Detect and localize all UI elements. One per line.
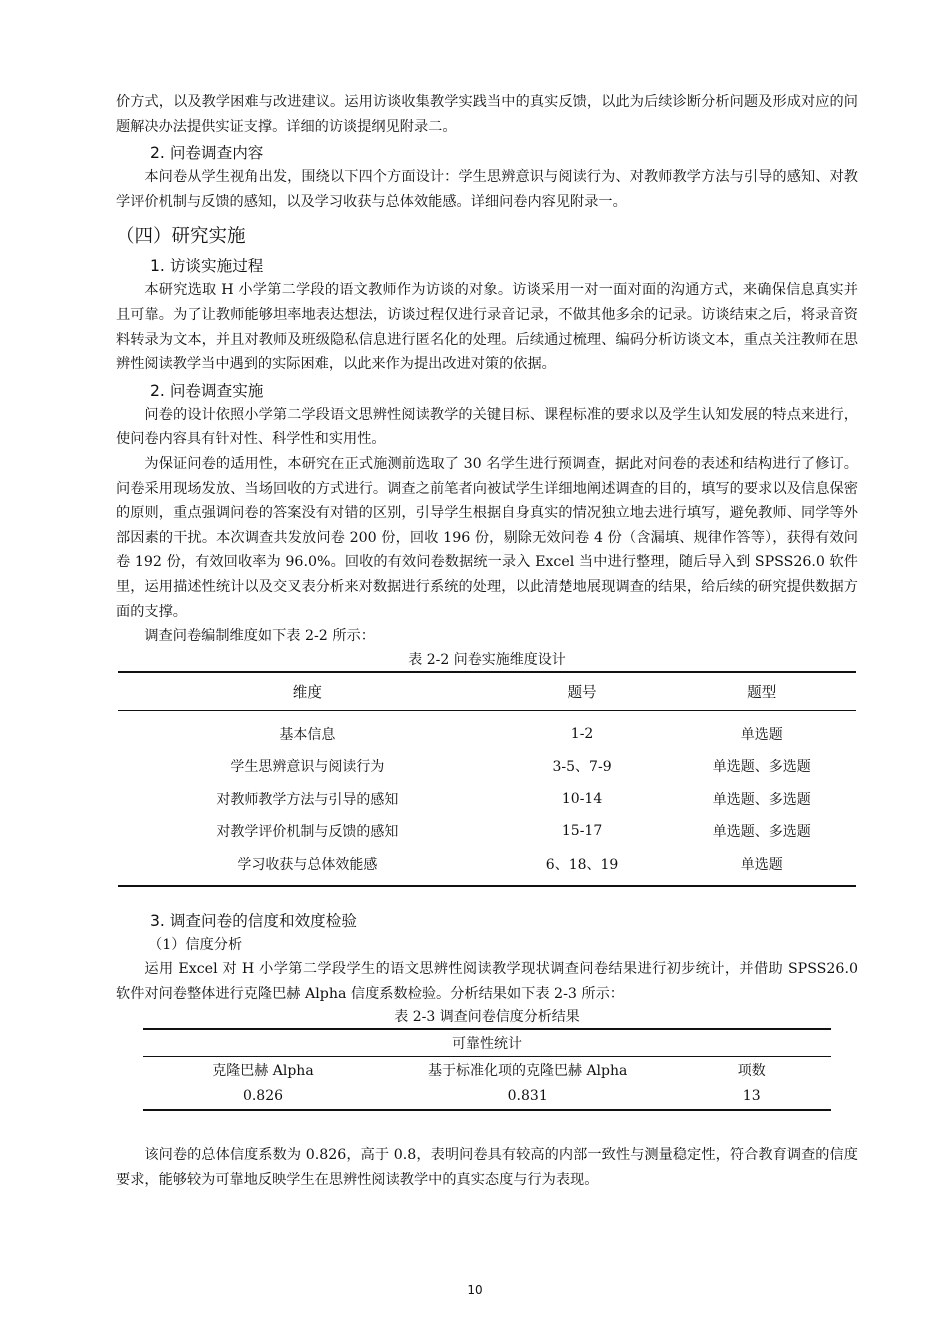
table-row xyxy=(118,750,856,783)
table-2-2-header: 维度 xyxy=(118,672,497,711)
table-row xyxy=(118,848,856,887)
table-2-3 xyxy=(143,1028,831,1111)
table-cell: 单选题 xyxy=(667,848,856,887)
table-cell: 6、18、19 xyxy=(497,848,668,887)
table-2-2-header: 题号 xyxy=(497,672,668,711)
heading-survey-implementation: 2. 问卷调查实施 xyxy=(150,381,264,400)
table-2-3-title: 可靠性统计 xyxy=(143,1029,831,1057)
table-cell: 单选题、多选题 xyxy=(712,759,811,776)
table-cell: 0.831 xyxy=(383,1083,672,1110)
heading-interview-process: 1. 访谈实施过程 xyxy=(150,257,264,276)
table-2-3-header-row xyxy=(143,1057,831,1084)
table-2-2-header: 题型 xyxy=(667,672,856,711)
table-cell: 对教学评价机制与反馈的感知 xyxy=(216,824,399,841)
table-cell: 1-2 xyxy=(570,725,594,742)
table-2-3-caption: 表 2-3 调查问卷信度分析结果 xyxy=(394,1009,580,1026)
table-2-3-header: 项数 xyxy=(737,1063,766,1080)
table-row xyxy=(118,783,856,816)
table-cell: 基本信息 xyxy=(279,726,336,743)
heading-questionnaire-content: 2. 问卷调查内容 xyxy=(150,144,264,163)
heading-reliability: （1）信度分析 xyxy=(148,937,243,954)
table-row xyxy=(118,710,856,750)
table-cell: 13 xyxy=(672,1083,831,1110)
table-cell: 0.826 xyxy=(143,1083,383,1110)
table-2-2-caption: 表 2-2 问卷实施维度设计 xyxy=(408,651,566,668)
table-cell: 学习收获与总体效能感 xyxy=(118,848,497,887)
paragraph-top: 价方式，以及教学困难与改进建议。运用访谈收集教学实践当中的真实反馈，以此为后续诊断分析问题及形成对应的问题解决办法提供实证支撑。详细的访谈提纲见附录二。 xyxy=(116,94,858,135)
paragraph-questionnaire-content: 本问卷从学生视角出发，围绕以下四个方面设计：学生思辨意识与阅读行为、对教师教学方法与引导的感知、对教学评价机制与反馈的感知，以及学习收获与总体效能感。详细问卷内容见附录一。 xyxy=(116,169,858,210)
table-cell: 单选题 xyxy=(740,726,783,743)
page-content xyxy=(116,90,858,1193)
heading-implementation: （四）研究实施 xyxy=(116,226,246,248)
table-2-2 xyxy=(118,671,856,888)
table-cell: 对教师教学方法与引导的感知 xyxy=(216,791,399,808)
table-2-3-header: 克隆巴赫 Alpha xyxy=(212,1063,314,1080)
table-cell: 单选题、多选题 xyxy=(712,791,811,808)
table-2-2-header-row xyxy=(118,672,856,711)
table-cell: 15-17 xyxy=(561,823,603,840)
table-cell: 单选题、多选题 xyxy=(712,824,811,841)
table-cell: 10-14 xyxy=(561,790,603,807)
table-row xyxy=(118,815,856,848)
paragraph-survey-2: 为保证问卷的适用性，本研究在正式施测前选取了 30 名学生进行预调查，据此对问卷的表述和结构进行了修订。问卷采用现场发放、当场回收的方式进行。调查之前笔者向被试学生详细地阐述调查的目的，填写的要求以及信息保密的原则，重点强调问卷的答案没有对错的区别，引导学生根据自身真实的情况独立地去进行填写，避免教师、同学等外部因素的干扰。本次调查共发放问卷 200 份，回收 196 份，剔除无效问卷 4 份（含漏填、规律作答等），获得有效问卷 192 份，有效回收率为 96.0%。回收的有效问卷数据统一录入 Excel 当中进行整理，随后导入到 SPSS26.0 软件里，运用描述性统计以及交叉表分析来对数据进行系统的处理，以此清楚地展现调查的结果，给后续的研究提供数据方面的支撑。 xyxy=(116,455,858,620)
table-2-3-header: 基于标准化项的克隆巴赫 Alpha xyxy=(428,1063,628,1080)
table-cell: 3-5、7-9 xyxy=(552,759,612,776)
page-number: 10 xyxy=(467,1283,483,1297)
table-row xyxy=(143,1083,831,1110)
table-2-3-title-row xyxy=(143,1029,831,1057)
paragraph-reliability: 运用 Excel 对 H 小学第二学段学生的语文思辨性阅读教学现状调查问卷结果进行初步统计，并借助 SPSS26.0 软件对问卷整体进行克隆巴赫 Alpha 信度系数检验。分析结果如下表 2-3 所示： xyxy=(116,961,858,1002)
table-cell: 学生思辨意识与阅读行为 xyxy=(230,759,385,776)
paragraph-conclusion: 该问卷的总体信度系数为 0.826，高于 0.8，表明问卷具有较高的内部一致性与测量稳定性，符合教育调查的信度要求，能够较为可靠地反映学生在思辨性阅读教学中的真实态度与行为表现。 xyxy=(116,1147,858,1188)
paragraph-survey-3: 调查问卷编制维度如下表 2-2 所示： xyxy=(144,628,375,645)
heading-reliability-validity: 3. 调查问卷的信度和效度检验 xyxy=(150,912,357,931)
paragraph-survey-1: 问卷的设计依照小学第二学段语文思辨性阅读教学的关键目标、课程标准的要求以及学生认知发展的特点来进行，使问卷内容具有针对性、科学性和实用性。 xyxy=(116,406,858,448)
paragraph-interview: 本研究选取 H 小学第二学段的语文教师作为访谈的对象。访谈采用一对一面对面的沟通方式，来确保信息真实并且可靠。为了让教师能够坦率地表达想法，访谈过程仅进行录音记录，不做其他多余的记录。访谈结束之后，将录音资料转录为文本，并且对教师及班级隐私信息进行匿名化的处理。后续通过梳理、编码分析访谈文本，重点关注教师在思辨性阅读教学当中遇到的实际困难，以此来作为提出改进对策的依据。 xyxy=(116,282,858,373)
